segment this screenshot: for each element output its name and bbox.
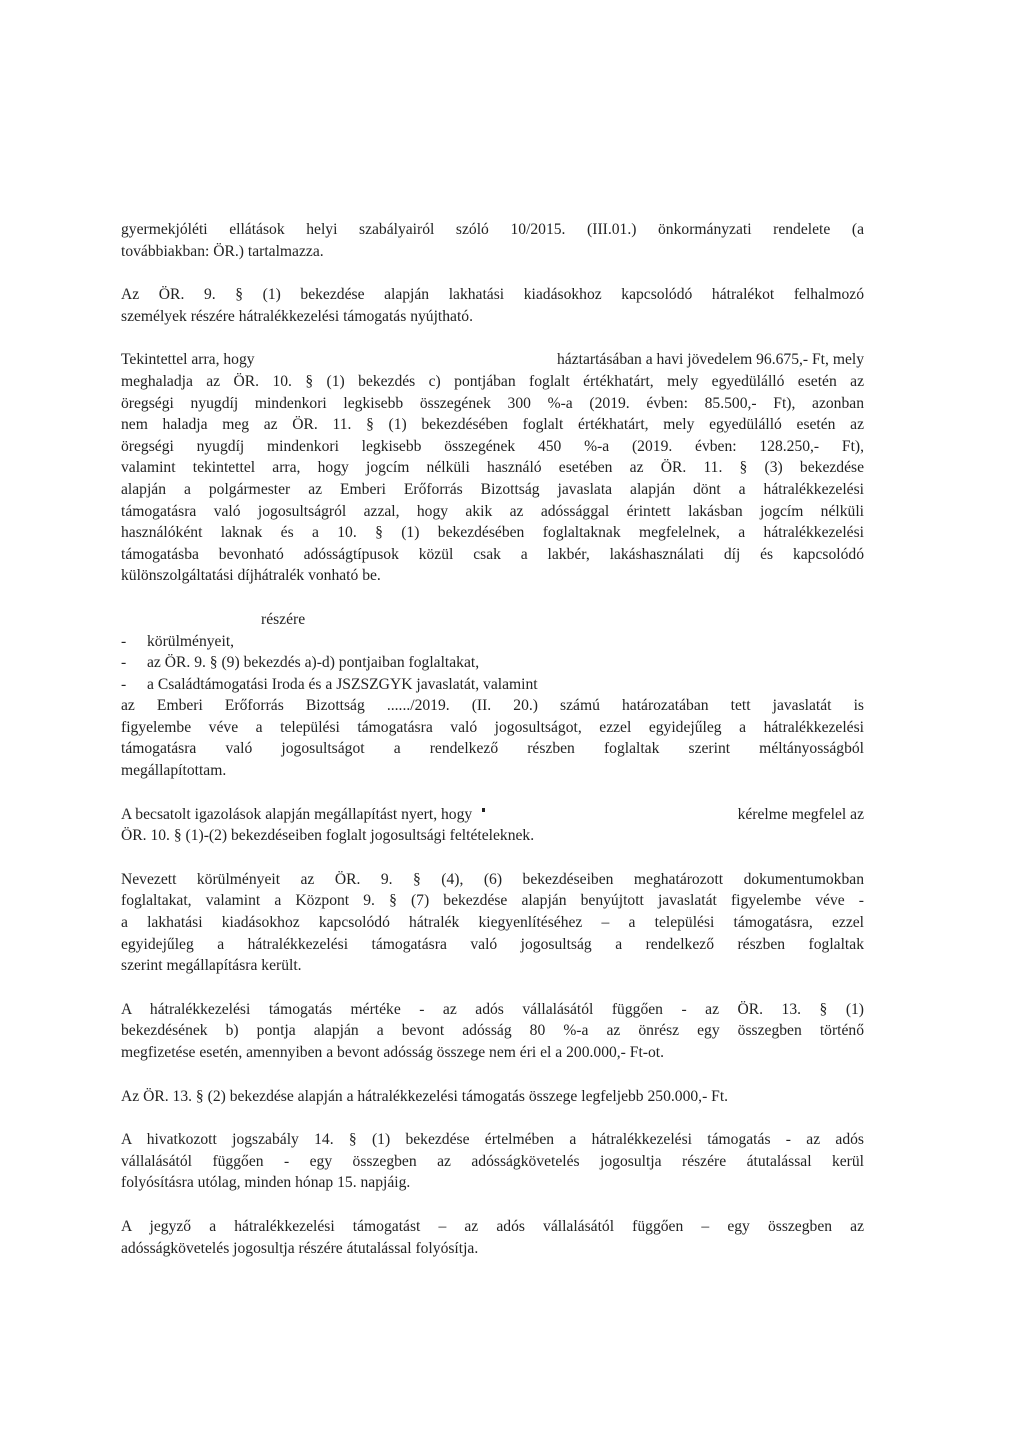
text-line: továbbiakban: ÖR.) tartalmazza. [121, 242, 324, 260]
paragraph-legal-basis [121, 284, 864, 327]
text-line: alapján a polgármester az Emberi Erőforrás Bizottság javaslata alapján dönt a hátralékkezelési [121, 480, 864, 498]
text-line: meghaladja az ÖR. 10. § (1) bekezdés c) pontjában foglalt értékhatárt, mely egyedülálló esetén az [121, 372, 864, 390]
text-line: adósságkövetelés jogosultja részére átutalással folyósítja. [121, 1239, 479, 1257]
text-line: gyermekjóléti ellátások helyi szabályairól szóló 10/2015. (III.01.) önkormányzati rendelete (a [121, 221, 864, 238]
text-line: támogatásra való jogosultságról azzal, hogy akik az adóssággal érintett lakásban jogcím nélküli [121, 502, 864, 520]
text-line-with-gap [121, 349, 864, 371]
text-line: megállapítottam. [121, 762, 227, 780]
text-fragment: A becsatolt igazolások alapján megállapítást nyert, hogy [121, 805, 473, 823]
text-fragment: Tekintettel arra, hogy [121, 351, 255, 369]
list-item-text: a Családtámogatási Iroda és a JSZSZGYK javaslatát, valamint [147, 675, 538, 693]
list-item-text: az ÖR. 9. § (9) bekezdés a)-d) pontjaiban foglaltakat, [147, 654, 480, 672]
text-line: nem haladja meg az ÖR. 11. § (1) bekezdésében foglalt értékhatárt, mely egyedülálló esetén az [121, 416, 864, 434]
list-item [121, 674, 864, 696]
text-line: bekezdésének b) pontja alapján a bevont adósság 80 %-a az önrész egy összegben történő [121, 1022, 864, 1040]
document-page [121, 219, 864, 1281]
paragraph-determination [121, 869, 864, 977]
text-line: figyelembe véve a települési támogatásra való jogosultságot, ezzel egyidejűleg a hátralékkezelési [121, 718, 864, 736]
list-item [121, 631, 864, 653]
paragraph-support-maximum [121, 1086, 864, 1108]
text-line: Az ÖR. 9. § (1) bekezdése alapján lakhatási kiadásokhoz kapcsolódó hátralékot felhalmozó [121, 286, 864, 304]
paragraph-ordinance-reference [121, 219, 864, 262]
considerations-list [121, 631, 864, 696]
text-line: A hivatkozott jogszabály 14. § (1) bekezdése értelmében a hátralékkezelési támogatás - az adós [121, 1131, 864, 1149]
text-line: személyek részére hátralékkezelési támogatás nyújtható. [121, 307, 473, 325]
text-fragment: részére [261, 610, 306, 628]
text-line: foglaltakat, valamint a Központ 9. § (7) bekezdése alapján benyújtott javaslatát figyelembe véve - [121, 892, 864, 910]
text-line: az Emberi Erőforrás Bizottság ....../2019. (II. 20.) számú határozatában tett javaslatát is [121, 697, 864, 715]
list-item-text: körülményeit, [147, 632, 235, 650]
paragraph-eligibility-finding [121, 804, 864, 847]
paragraph-payment-rule [121, 1129, 864, 1194]
text-line: öregségi nyugdíj mindenkori legkisebb összegének 450 %-a (2019. évben: 128.250,- Ft), [121, 437, 864, 455]
text-line: folyósításra utólag, minden hónap 15. napjáig. [121, 1174, 411, 1192]
text-line: támogatásba bevonható adósságtípusok közül csak a lakbér, lakáshasználati díj és kapcsolódó [121, 545, 864, 563]
text-line: öregségi nyugdíj mindenkori legkisebb összegének 300 %-a (2019. évben: 85.500,- Ft), azonban [121, 394, 864, 412]
text-line: ÖR. 10. § (1)-(2) bekezdéseiben foglalt jogosultsági feltételeknek. [121, 827, 535, 845]
text-fragment: kérelme megfelel az [737, 805, 864, 823]
text-line: egyidejűleg a hátralékkezelési támogatásra való jogosultság a rendelkező részben foglaltak [121, 935, 864, 953]
text-line: támogatásra való jogosultságot a rendelkező részben foglaltak szerint méltányosságból [121, 740, 864, 758]
list-dash: - [121, 632, 127, 650]
list-dash: - [121, 675, 127, 693]
text-line: használóként laknak és a 10. § (1) bekezdésében foglaltaknak megfelelnek, a hátralékkezelési [121, 524, 864, 542]
text-line: Nevezett körülményeit az ÖR. 9. § (4), (6) bekezdéseiben meghatározott dokumentumokban [121, 870, 864, 888]
text-line: A hátralékkezelési támogatás mértéke - az adós vállalásától függően - az ÖR. 13. § (1) [121, 1000, 864, 1018]
text-line: megfizetése esetén, amennyiben a bevont adósság összege nem éri el a 200.000,- Ft-ot. [121, 1044, 665, 1061]
paragraph-decision-basis [121, 609, 864, 782]
paragraph-notary-payment [121, 1216, 864, 1259]
text-fragment: háztartásában a havi jövedelem 96.675,- Ft, mely [556, 351, 864, 369]
text-line: szerint megállapításra került. [121, 957, 302, 975]
text-line: Az ÖR. 13. § (2) bekezdése alapján a hátralékkezelési támogatás összege legfeljebb 250.000,- Ft. [121, 1087, 729, 1105]
text-line: a lakhatási kiadásokhoz kapcsolódó hátralék kiegyenlítéséhez – a települési támogatásra, ezzel [121, 914, 864, 932]
text-line: valamint tekintettel arra, hogy jogcím nélküli használó esetében az ÖR. 11. § (3) bekezdése [121, 459, 864, 477]
text-line: vállalásától függően - egy összegben az adósságkövetelés jogosultja részére átutalással kerül [121, 1152, 864, 1170]
text-line: különszolgáltatási díjhátralék vonható be. [121, 567, 381, 585]
text-line: A jegyző a hátralékkezelési támogatást – az adós vállalásától függően – egy összegben az [121, 1217, 864, 1235]
text-fragment-wrapper [121, 804, 485, 826]
paragraph-support-amount [121, 999, 864, 1064]
paragraph-income-assessment [121, 349, 864, 587]
text-line-with-gap [121, 804, 864, 826]
scan-mark [482, 808, 485, 812]
list-item [121, 652, 864, 674]
list-dash: - [121, 654, 127, 672]
